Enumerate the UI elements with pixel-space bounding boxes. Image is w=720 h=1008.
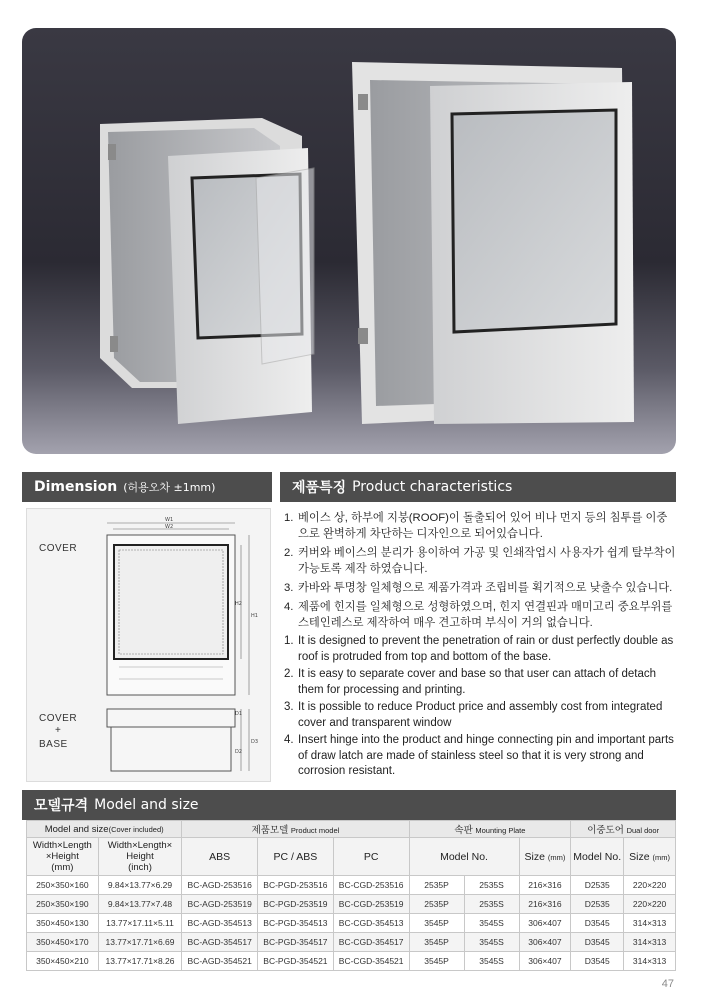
char-en-2: 2. It is easy to separate cover and base so that user can attach of detach them for processing and printing. <box>284 668 656 696</box>
char-en-4: 4. Insert hinge into the product and hinge connecting pin and important parts of draw latch are made of stainless steel so that it is very strong and corrosion resistant. <box>284 734 674 777</box>
char-ko-4: 4. 제품에 힌지를 일체형으로 성형하였으며, 힌지 연결핀과 매미고리 중요부위를 스테인레스로 제작하여 매우 견고하며 부식이 거의 없습니다. <box>284 601 673 629</box>
table-row: 250×350×160 9.84×13.77×6.29 BC-AGD-253516 BC-PGD-253516 BC-CGD-253516 2535P 2535S 216×316 D2535 220×220 <box>27 876 676 895</box>
char-ko-1: 1. 베이스 상, 하부에 지붕(ROOF)이 돌출되어 있어 비나 먼지 등의 침투를 이중으로 완벽하게 차단하는 디자인으로 되어있습니다. <box>284 512 668 540</box>
dimension-tolerance: (허용오차 ±1mm) <box>123 481 216 494</box>
table-row: 350×450×170 13.77×17.71×6.69 BC-AGD-354517 BC-PGD-354517 BC-CGD-354517 3545P 3545S 306×407 D3545 314×313 <box>27 933 676 952</box>
table-group-header-row <box>27 821 676 838</box>
dim-w2: W2 <box>165 524 174 530</box>
th-model-no: Model No. <box>409 838 519 876</box>
th-pc-abs: PC / ABS <box>258 838 334 876</box>
th-model-size: Model and size(Cover included) <box>27 821 182 838</box>
dim-d1: D1 <box>235 711 243 717</box>
th-inch: Width×Length× Height (inch) <box>98 838 182 876</box>
table-row: 350×450×130 13.77×17.11×5.11 BC-AGD-354513 BC-PGD-354513 BC-CGD-354513 3545P 3545S 306×407 D3545 314×313 <box>27 914 676 933</box>
characteristics-en <box>284 634 676 780</box>
th-pc: PC <box>333 838 409 876</box>
th-product-model: 제품모델 Product model <box>182 821 409 838</box>
dimension-title: Dimension <box>34 479 118 495</box>
char-en-3: 3. It is possible to reduce Product price and assembly cost from integrated cover and transparent window <box>284 701 663 729</box>
cover-base-label-cover: COVER <box>39 713 78 724</box>
th-dual-size: Size (mm) <box>624 838 676 876</box>
char-en-1: 1. It is designed to prevent the penetration of rain or dust perfectly double as roof is protruded from top and bottom of the base. <box>284 635 674 663</box>
table-row: 250×350×190 9.84×13.77×7.48 BC-AGD-253519 BC-PGD-253519 BC-CGD-253519 2535P 2535S 216×316 D2535 220×220 <box>27 895 676 914</box>
th-abs: ABS <box>182 838 258 876</box>
dim-h1: H1 <box>251 613 258 619</box>
dimension-drawing <box>26 508 271 782</box>
dim-w1: W1 <box>165 517 174 523</box>
table-column-header-row <box>27 838 676 876</box>
cover-base-label-base: BASE <box>39 739 68 750</box>
product-title-ko: 제품특징 <box>292 480 347 496</box>
characteristics-list <box>284 510 676 782</box>
char-ko-2: 2. 커버와 베이스의 분리가 용이하여 가공 및 인쇄작업시 사용자가 쉽게 탈부착이 가능토록 제작 하였습니다. <box>284 547 676 575</box>
th-mounting-plate: 속판 Mounting Plate <box>409 821 571 838</box>
dim-d2: D2 <box>235 749 243 755</box>
th-dual-door: 이중도어 Dual door <box>571 821 676 838</box>
model-title-en: Model and size <box>94 797 199 813</box>
char-ko-3: 3. 카바와 투명창 일체형으로 제품가격과 조립비를 획기적으로 낮출수 있습니다. <box>284 582 673 594</box>
cover-base-label-plus: + <box>55 725 62 736</box>
product-characteristics-header <box>280 472 676 502</box>
model-header <box>22 790 676 820</box>
model-table <box>26 820 676 971</box>
table-row: 350×450×210 13.77×17.71×8.26 BC-AGD-354521 BC-PGD-354521 BC-CGD-354521 3545P 3545S 306×407 D3545 314×313 <box>27 952 676 971</box>
dimension-header <box>22 472 272 502</box>
product-title-en: Product characteristics <box>352 479 513 495</box>
th-size-mm: Size (mm) <box>519 838 571 876</box>
model-title-ko: 모델규격 <box>34 798 89 814</box>
enclosure-illustration <box>22 28 676 454</box>
dim-d3: D3 <box>251 739 259 745</box>
th-mm: Width×Length ×Height (mm) <box>27 838 99 876</box>
th-dual-model-no: Model No. <box>571 838 624 876</box>
product-photo <box>22 28 676 454</box>
page-number: 47 <box>661 978 674 990</box>
dimension-lines <box>27 509 272 783</box>
cover-label: COVER <box>39 543 78 554</box>
dim-h2: H2 <box>235 601 242 607</box>
